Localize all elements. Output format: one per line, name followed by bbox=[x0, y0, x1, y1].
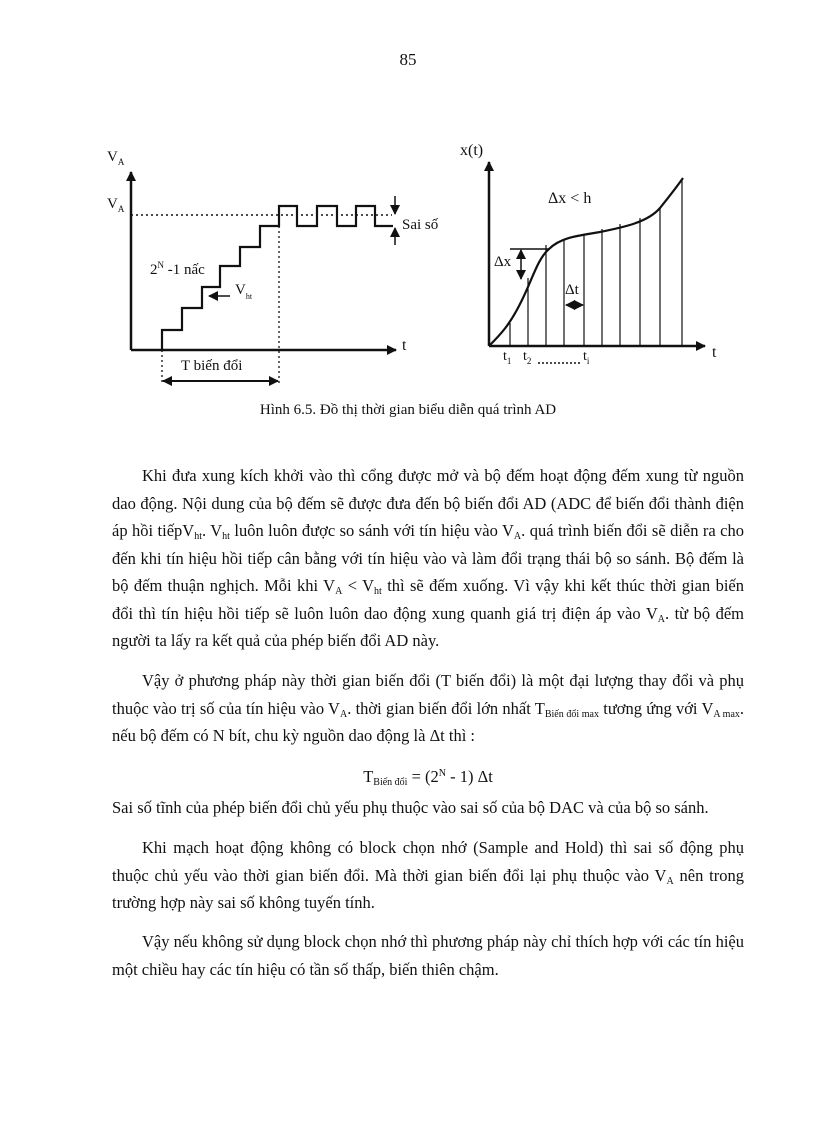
va-level-label: $V_A$ bbox=[107, 196, 125, 214]
ti-label: $t_i$ bbox=[583, 349, 590, 366]
sai-so-label: Sai số bbox=[402, 217, 439, 233]
t1-label: $t_1$ bbox=[503, 349, 512, 366]
paragraph-1: Khi đưa xung kích khởi vào thì cổng được mở và bộ đếm hoạt động đếm xung từ nguồn dao động. Nội dung của bộ đếm sẽ được đưa đến bộ biến đổi AD (ADC để biến đổi thành điện áp hồi tiếpV$_{ht}$. $V_{ht}$ luôn luôn được so sánh với tín hiệu vào $V_A$. quá trình biến đổi sẽ diễn ra cho đến khi tín hiệu hồi tiếp cân bằng với tín hiệu vào và làm đổi trạng thái bộ so sánh. Bộ đếm là bộ đếm thuận nghịch. Mỗi khi $V_A < V_{ht}$ thì sẽ đếm xuống. Vì vậy khi kết thúc thời gian biến đổi thì tín hiệu hồi tiếp sẽ luôn luôn dao động xung quanh giá trị điện áp vào $V_A$. từ bộ đếm người ta lấy ra kết quả của phép biến đổi AD này. bbox=[112, 466, 744, 650]
staircase-signal bbox=[162, 206, 393, 350]
steps-label: $2^N$ -1 nấc bbox=[150, 260, 205, 278]
figure-caption: Hình 6.5. Đồ thị thời gian biểu diễn quá trình AD bbox=[259, 402, 557, 418]
t-bien-doi-label: T biến đổi bbox=[181, 358, 243, 374]
x-axis-label: x(t) bbox=[460, 142, 484, 159]
paragraph-3: Sai số tĩnh của phép biến đổi chủ yếu phụ thuộc vào sai số của bộ DAC và của bộ so sánh. bbox=[112, 798, 709, 817]
va-axis-label: $V_A$ bbox=[107, 149, 125, 167]
vht-label: $V_{ht}$ bbox=[235, 282, 253, 301]
figure-6-5 bbox=[0, 0, 816, 400]
dx-label: Δx bbox=[494, 254, 512, 270]
paragraph-2: Vậy ở phương pháp này thời gian biến đổi (T biến đổi) là một đại lượng thay đổi và phụ thuộc vào trị số của tín hiệu vào $V_A$. thời gian biến đổi lớn nhất $T_{Biến đổi max}$ tương ứng với $V_{A max}$. nếu bộ đếm có N bít, chu kỳ nguồn dao động là Δt thì : bbox=[112, 671, 745, 745]
paragraph-4: Khi mạch hoạt động không có block chọn nhớ (Sample and Hold) thì sai số động phụ thuộc chủ yếu vào thời gian biến đổi. Mà thời gian biến đổi lại phụ thuộc vào $V_A$ nên trong trường hợp này sai số không tuyến tính. bbox=[112, 838, 744, 912]
left-t-axis-label: t bbox=[402, 337, 407, 354]
sample-lines bbox=[510, 179, 682, 346]
dt-label: Δt bbox=[565, 282, 579, 298]
right-t-axis-label: t bbox=[712, 344, 717, 361]
right-diagram bbox=[460, 142, 717, 366]
page-number: 85 bbox=[399, 50, 417, 69]
paragraph-5: Vậy nếu không sử dụng block chọn nhớ thì phương pháp này chỉ thích hợp với các tín hiệu một chiều hay các tín hiệu có tần số thấp, biến thiên chậm. bbox=[112, 932, 744, 979]
formula: $T_{Biến đổi} = (2^N - 1)$ Δt bbox=[363, 767, 493, 788]
t2-label: $t_2$ bbox=[523, 349, 532, 366]
left-diagram bbox=[107, 149, 439, 385]
dx-lt-h-label: Δx < h bbox=[548, 190, 592, 207]
